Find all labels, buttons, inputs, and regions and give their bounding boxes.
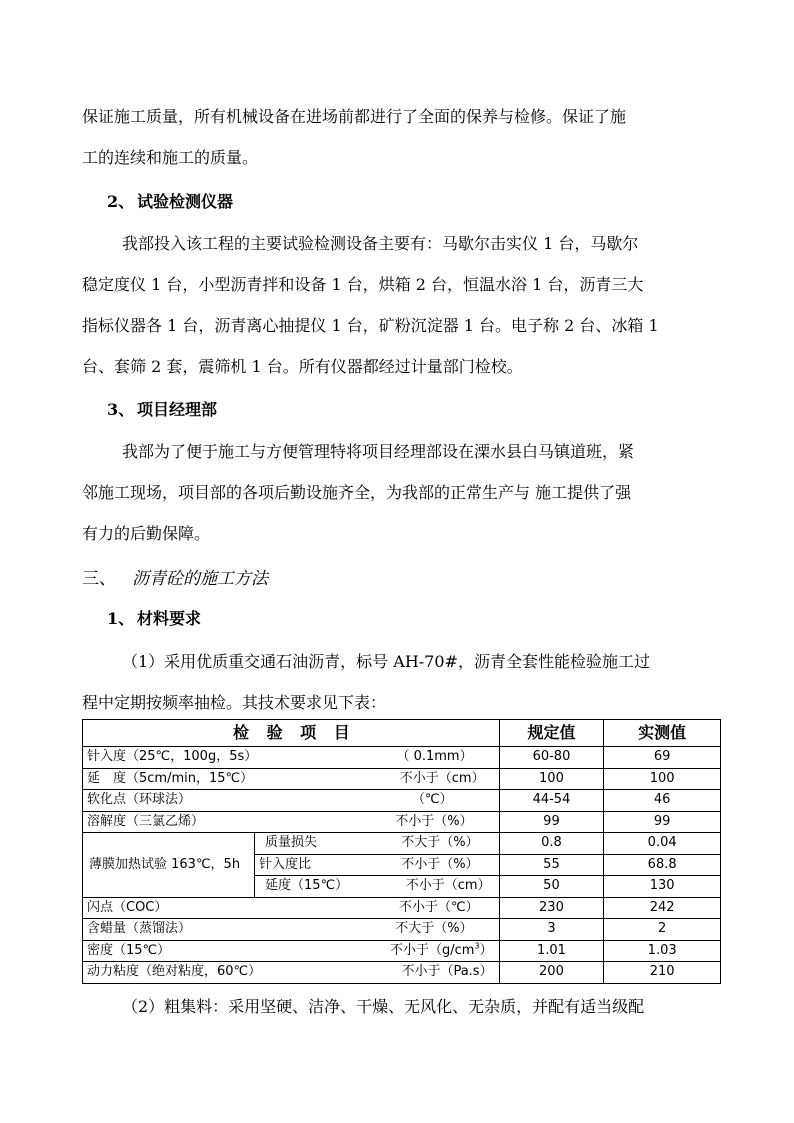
row-unit: 不大于（%） [395, 921, 473, 937]
section-heading-1 [107, 606, 201, 629]
row-measured: 46 [604, 790, 721, 812]
row-spec: 60-80 [499, 747, 604, 769]
chapter-number: 三、 [82, 569, 116, 589]
section-title: 材料要求 [137, 609, 202, 628]
row-measured: 99 [604, 811, 721, 833]
section-number: 2、 [107, 192, 135, 211]
row-unit: 不小于（%） [401, 856, 479, 872]
row-measured: 68.8 [604, 854, 721, 876]
row-item: 延度（15℃） [264, 878, 349, 894]
row-measured: 2 [604, 919, 721, 941]
row-measured: 100 [604, 768, 721, 790]
row-unit: 不小于（cm） [399, 770, 485, 786]
row-spec: 230 [499, 897, 604, 919]
section-title: 项目经理部 [137, 400, 218, 419]
row-item: 质量损失 [264, 835, 317, 851]
row-spec: 100 [499, 768, 604, 790]
col-header-item: 检 验 项 目 [83, 720, 500, 747]
row-item: 密度（15℃） [87, 942, 171, 958]
tfot-label: 薄膜加热试验 163℃，5h [83, 833, 255, 898]
section-title: 试验检测仪器 [137, 192, 234, 211]
table-header-row [83, 720, 721, 747]
row-unit: （ 0.1mm） [396, 749, 473, 765]
paragraph-line: （2）粗集料：采用坚硬、洁净、干燥、无风化、无杂质，并配有适当级配 [122, 997, 645, 1016]
paragraph-line: 稳定度仪 1 台，小型沥青拌和设备 1 台，烘箱 2 台，恒温水浴 1 台，沥青三大 [82, 275, 644, 294]
paragraph-line: 有力的后勤保障。 [82, 524, 211, 543]
row-item: 延 度（5cm/min，15℃） [87, 770, 254, 786]
section-number: 1、 [107, 609, 135, 628]
paragraph-line: 我部投入该工程的主要试验检测设备主要有：马歇尔击实仪 1 台，马歇尔 [122, 234, 639, 253]
row-unit: 不小于$(g/cm^3)$ [390, 941, 493, 958]
section-heading-2 [107, 189, 233, 212]
paragraph-line: 保证施工质量，所有机械设备在进场前都进行了全面的保养与检修。保证了施 [82, 107, 627, 126]
table-row [83, 790, 721, 812]
row-unit: 不小于（%） [395, 813, 473, 829]
chapter-heading [82, 564, 268, 589]
row-item: 闪点（COC） [87, 899, 168, 915]
paragraph-line: 台、套筛 2 套，震筛机 1 台。所有仪器都经过计量部门检校。 [82, 357, 523, 376]
asphalt-spec-table [82, 719, 721, 984]
row-measured: 242 [604, 897, 721, 919]
paragraph-line: 我部为了便于施工与方便管理特将项目经理部设在溧水县白马镇道班，紧 [122, 442, 635, 461]
row-item: 动力粘度（绝对粘度，60℃） [87, 964, 262, 980]
chapter-title: 沥青砼的施工方法 [132, 569, 268, 589]
row-unit: 不大于（%） [401, 835, 479, 851]
row-unit: 不小于（cm） [405, 878, 491, 894]
row-measured: 69 [604, 747, 721, 769]
paragraph-line: 指标仪器各 1 台，沥青离心抽提仪 1 台，矿粉沉淀器 1 台。电子称 2 台、冰箱 1 [82, 316, 659, 335]
row-spec: 55 [499, 854, 604, 876]
row-spec: 3 [499, 919, 604, 941]
row-spec: 200 [499, 962, 604, 984]
row-measured: 0.04 [604, 833, 721, 855]
paragraph-line: 邻施工现场，项目部的各项后勤设施齐全，为我部的正常生产与 施工提供了强 [82, 483, 632, 502]
paragraph-line: （1）采用优质重交通石油沥青，标号 AH-70#，沥青全套性能检验施工过 [122, 652, 650, 671]
paragraph-line: 工的连续和施工的质量。 [82, 148, 259, 167]
section-number: 3、 [107, 400, 135, 419]
row-spec: 99 [499, 811, 604, 833]
row-item: 针入度比 [258, 856, 311, 872]
table-row [83, 919, 721, 941]
row-item: 软化点（环球法） [87, 792, 192, 808]
paragraph-line: 程中定期按频率抽检。其技术要求见下表： [82, 693, 387, 712]
row-measured: 1.03 [604, 940, 721, 962]
row-unit: （℃） [411, 792, 453, 808]
row-unit: 不小于（Pa.s） [401, 964, 493, 980]
row-spec: 50 [499, 876, 604, 898]
row-item: 溶解度（三氯乙烯） [87, 813, 205, 829]
table-row [83, 897, 721, 919]
row-spec: 1.01 [499, 940, 604, 962]
table-row [83, 811, 721, 833]
col-header-measured: 实测值 [604, 720, 721, 747]
row-measured: 210 [604, 962, 721, 984]
row-spec: 44-54 [499, 790, 604, 812]
row-spec: 0.8 [499, 833, 604, 855]
row-measured: 130 [604, 876, 721, 898]
col-header-spec: 规定值 [499, 720, 604, 747]
table-row [83, 747, 721, 769]
row-item: 针入度（25℃，100g，5s） [87, 749, 258, 765]
table-row [83, 768, 721, 790]
table-row [83, 833, 721, 855]
row-unit: 不小于（℃） [398, 899, 479, 915]
section-heading-3 [107, 397, 217, 420]
table-row [83, 962, 721, 984]
table-row [83, 940, 721, 962]
row-item: 含蜡量（蒸馏法） [87, 921, 192, 937]
